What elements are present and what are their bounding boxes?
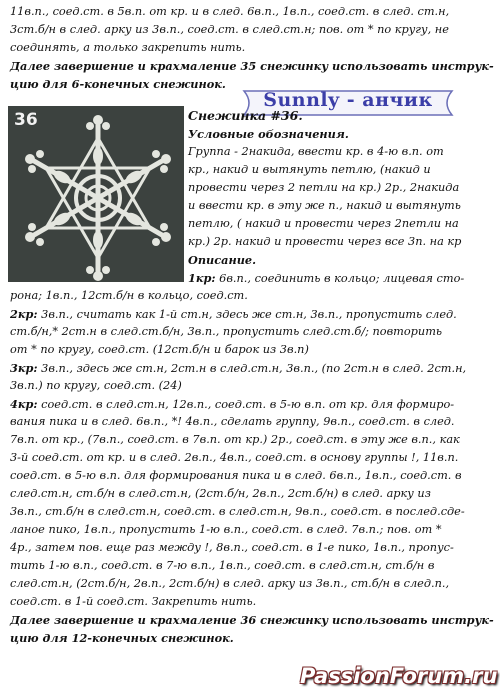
round-1-text: 6в.п., соединить в кольцо; лицевая сто- <box>215 272 465 285</box>
round-4-line: след.ст.н, (2ст.б/н, 2в.п., 2ст.б/н) в след. арку из 3в.п., ст.б/н в след.п., <box>10 577 450 590</box>
round-4-line: 3в.п., ст.б/н в след.ст.н, соед.ст. в след.ст.н, 9в.п., соед.ст. в послед.сде- <box>10 505 465 518</box>
intro-note-line: Далее завершение и крахмаление 35 снежинку использовать инструк- <box>10 59 494 73</box>
round-1-line <box>188 270 464 287</box>
round-4-line: соед.ст. в 1-й соед.ст. Закрепить нить. <box>10 595 257 608</box>
round-4-line <box>10 396 454 413</box>
conventions-line: петлю, ( накид и провести через 2петли на <box>188 217 459 230</box>
round-4-label: 4кр: <box>10 397 38 411</box>
round-3-text: 3в.п., здесь же ст.н, 2ст.н в след.ст.н, 3в.п., (по 2ст.н в след. 2ст.н, <box>37 362 467 375</box>
photo-number: 36 <box>14 110 38 130</box>
outro-note-line: Далее завершение и крахмаление 36 снежинку использовать инструк- <box>10 613 494 627</box>
round-4-line: след.ст.н, ст.б/н в след.ст.н, (2ст.б/н, 2в.п., 2ст.б/н) в след. арку из <box>10 487 431 500</box>
round-4-line: соед.ст. в 5-ю в.п. для формирования пика и в след. 6в.п., 1в.п., соед.ст. в <box>10 469 462 482</box>
round-2-line: ст.б/н,* 2ст.н в след.ст.б/н, 3в.п., пропустить след.ст.б/; повторить <box>10 325 443 338</box>
outro-note-line: цию для 12-конечных снежинок. <box>10 631 234 645</box>
conventions-heading: Условные обозначения. <box>188 127 349 141</box>
text-line: соединять, а только закрепить нить. <box>10 41 246 54</box>
round-4-line: ланое пико, 1в.п., пропустить 1-ю в.п., соед.ст. в след. 7в.п.; пов. от * <box>10 523 442 536</box>
round-2-text: 3в.п., считать как 1-й ст.н, здесь же ст.н, 3в.п., пропустить след. <box>37 308 457 321</box>
snowflake-photo <box>8 106 184 282</box>
conventions-line: кр., накид и вытянуть петлю, (накид и <box>188 163 431 176</box>
text-line: 11в.п., соед.ст. в 5в.п. от кр. и в след. 6в.п., 1в.п., соед.ст. в след. ст.н, <box>10 5 450 18</box>
round-4-line: тить 1-ю в.п., соед.ст. в 7-ю в.п., 1в.п., соед.ст. в след.ст.н, ст.б/н в <box>10 559 435 572</box>
snowflake-title: Снежинка #36. <box>188 108 303 123</box>
conventions-line: и ввести кр. в эту же п., накид и вытянуть <box>188 199 461 212</box>
site-watermark: PassionForum.ru <box>300 664 498 688</box>
round-1-line: рона; 1в.п., 12ст.б/н в кольцо, соед.ст. <box>10 289 248 302</box>
conventions-line: кр.) 2р. накид и провести через все 3п. на кр <box>188 235 462 248</box>
round-2-line: от * по кругу, соед.ст. (12ст.б/н и барок из 3в.п) <box>10 343 309 356</box>
round-1-label: 1кр: <box>188 271 216 285</box>
conventions-line: провести через 2 петли на кр.) 2р., 2накида <box>188 181 460 194</box>
description-heading: Описание. <box>188 253 257 267</box>
round-4-text: соед.ст. в след.ст.н, 12в.п., соед.ст. в 5-ю в.п. от кр. для формиро- <box>37 398 455 411</box>
snowflake-image <box>8 106 184 282</box>
round-4-line: вания пика и в след. 6в.п., *! 4в.п., сделать группу, 9в.п., соед.ст. в след. <box>10 415 455 428</box>
round-2-line <box>10 306 457 323</box>
round-4-line: 4р., затем пов. еще раз между !, 8в.п., соед.ст. в 1-е пико, 1в.п., пропус- <box>10 541 454 554</box>
round-2-label: 2кр: <box>10 307 38 321</box>
round-3-line <box>10 360 466 377</box>
banner-text: Sunnly - анчик <box>263 89 433 111</box>
intro-note-line: цию для 6-конечных снежинок. <box>10 77 226 91</box>
round-4-line: 3-й соед.ст. от кр. и в след. 2в.п., 4в.п., соед.ст. в основу группы !, 11в.п. <box>10 451 459 464</box>
round-4-line: 7в.п. от кр., (7в.п., соед.ст. в 7в.п. от кр.) 2р., соед.ст. в эту же в.п., как <box>10 433 460 446</box>
conventions-line: Группа - 2накида, ввести кр. в 4-ю в.п. от <box>188 145 444 158</box>
text-line: 3ст.б/н в след. арку из 3в.п., соед.ст. в след.ст.н; пов. от * по кругу, не <box>10 23 449 36</box>
round-3-line: 3в.п.) по кругу, соед.ст. (24) <box>10 379 182 392</box>
round-3-label: 3кр: <box>10 361 38 375</box>
